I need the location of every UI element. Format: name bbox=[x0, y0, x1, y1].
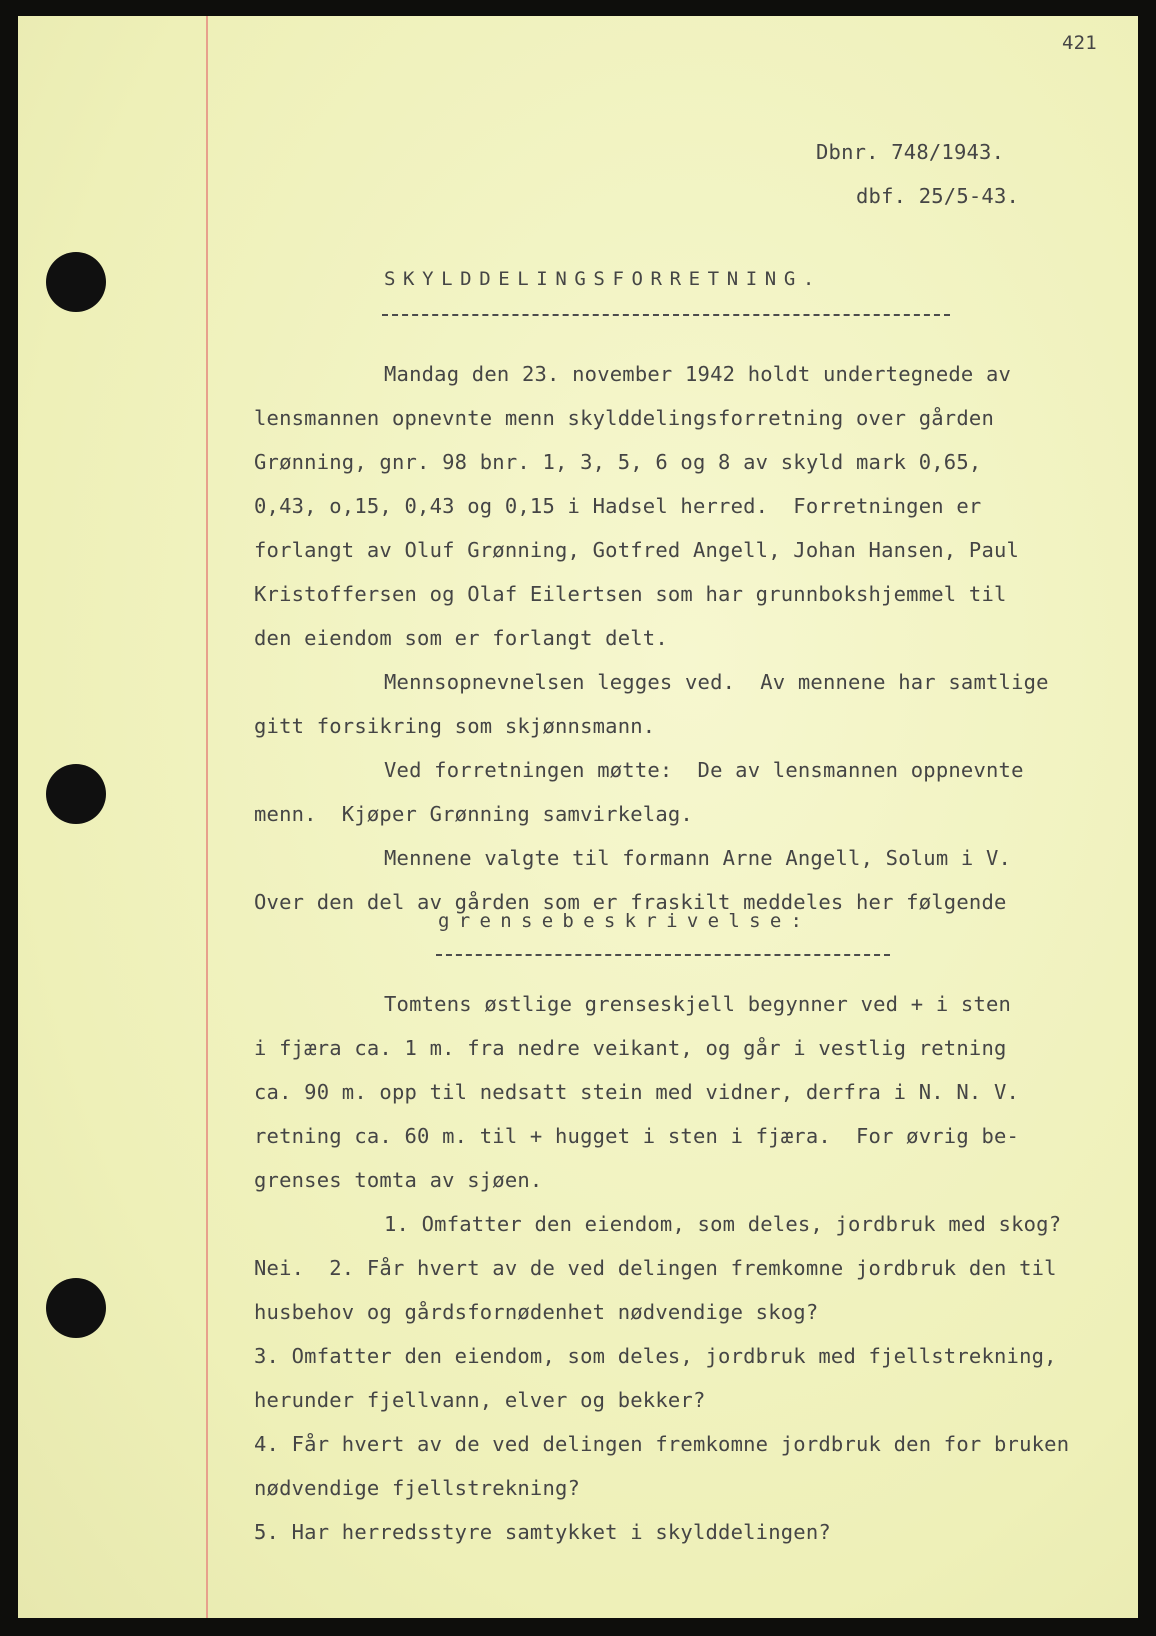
text-line: ca. 90 m. opp til nedsatt stein med vidner, derfra i N. N. V. bbox=[254, 1080, 1020, 1104]
margin-line bbox=[206, 16, 208, 1618]
text-line: Kristoffersen og Olaf Eilertsen som har grunnbokshjemmel til bbox=[254, 582, 1007, 606]
text-line: i fjæra ca. 1 m. fra nedre veikant, og går i vestlig retning bbox=[254, 1036, 1007, 1060]
text-line: lensmannen opnevnte menn skylddelingsforretning over gården bbox=[254, 406, 994, 430]
text-line: 4. Får hvert av de ved delingen fremkomne jordbruk den for bruken bbox=[254, 1432, 1070, 1456]
title-underline bbox=[382, 314, 950, 316]
text-line: nødvendige fjellstrekning? bbox=[254, 1476, 581, 1500]
section-heading: grensebeskrivelse: bbox=[438, 910, 812, 932]
punch-hole bbox=[46, 1278, 106, 1338]
text-line: Grønning, gnr. 98 bnr. 1, 3, 5, 6 og 8 av skyld mark 0,65, bbox=[254, 450, 982, 474]
text-line: 1. Omfatter den eiendom, som deles, jordbruk med skog? bbox=[384, 1212, 1062, 1236]
text-line: 5. Har herredsstyre samtykket i skylddelingen? bbox=[254, 1520, 831, 1544]
text-line: retning ca. 60 m. til + hugget i sten i fjæra. For øvrig be- bbox=[254, 1124, 1020, 1148]
text-line: Tomtens østlige grenseskjell begynner ved + i sten bbox=[384, 992, 1012, 1016]
text-line: gitt forsikring som skjønnsmann. bbox=[254, 714, 656, 738]
document-title: SKYLDDELINGSFORRETNING. bbox=[384, 268, 822, 290]
heading-underline bbox=[436, 954, 890, 956]
text-line: Mennene valgte til formann Arne Angell, Solum i V. bbox=[384, 846, 1012, 870]
reference-dbf: dbf. 25/5-43. bbox=[856, 184, 1020, 208]
text-line: Nei. 2. Får hvert av de ved delingen fremkomne jordbruk den til bbox=[254, 1256, 1057, 1280]
punch-hole bbox=[46, 764, 106, 824]
punch-hole bbox=[46, 252, 106, 312]
text-line: menn. Kjøper Grønning samvirkelag. bbox=[254, 802, 693, 826]
text-line: Over den del av gården som er fraskilt meddeles her følgende bbox=[254, 890, 1007, 914]
document-page bbox=[18, 16, 1138, 1618]
text-line: husbehov og gårdsfornødenhet nødvendige skog? bbox=[254, 1300, 819, 1324]
text-line: Mandag den 23. november 1942 holdt undertegnede av bbox=[384, 362, 1012, 386]
page-number: 421 bbox=[1062, 32, 1097, 54]
text-line: Ved forretningen møtte: De av lensmannen oppnevnte bbox=[384, 758, 1024, 782]
text-line: grenses tomta av sjøen. bbox=[254, 1168, 543, 1192]
text-line: 3. Omfatter den eiendom, som deles, jordbruk med fjellstrekning, bbox=[254, 1344, 1057, 1368]
text-line: Mennsopnevnelsen legges ved. Av mennene har samtlige bbox=[384, 670, 1049, 694]
text-line: herunder fjellvann, elver og bekker? bbox=[254, 1388, 706, 1412]
reference-dbnr: Dbnr. 748/1943. bbox=[816, 140, 1005, 164]
text-line: den eiendom som er forlangt delt. bbox=[254, 626, 668, 650]
text-line: 0,43, o,15, 0,43 og 0,15 i Hadsel herred. Forretningen er bbox=[254, 494, 982, 518]
text-line: forlangt av Oluf Grønning, Gotfred Angell, Johan Hansen, Paul bbox=[254, 538, 1020, 562]
